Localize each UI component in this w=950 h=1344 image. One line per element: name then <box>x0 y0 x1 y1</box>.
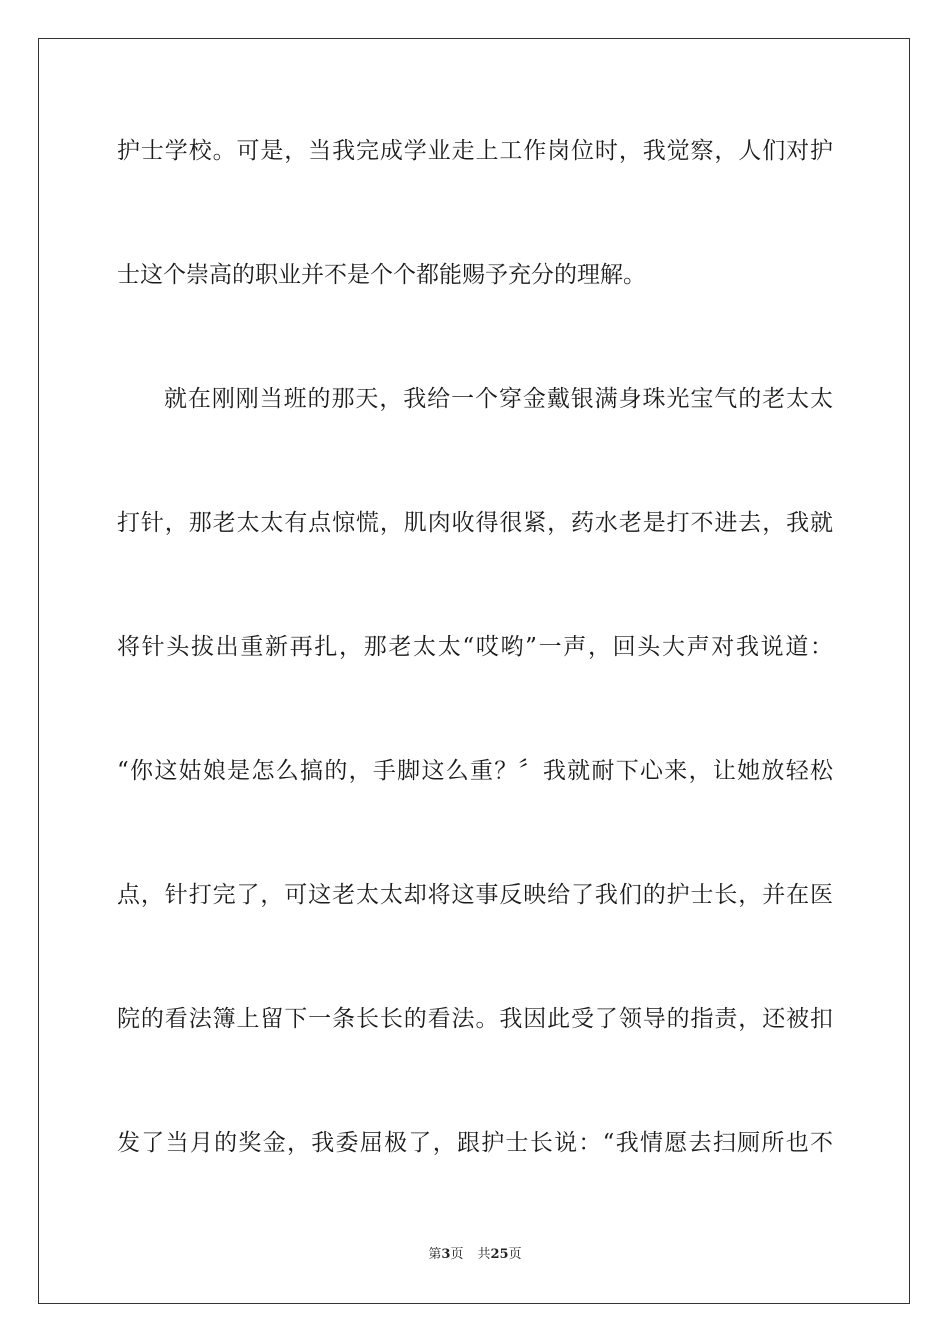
text-line-6: “你这姑娘是怎么搞的，手脚这么重？〞我就耐下心来，让她放轻松 <box>117 758 833 784</box>
total-suffix: 页 <box>508 1247 522 1262</box>
page-number: 3 <box>441 1247 451 1262</box>
total-pages: 25 <box>490 1247 509 1262</box>
page-prefix: 第 <box>428 1247 442 1262</box>
text-line-5: 将针头拔出重新再扎，那老太太“哎哟”一声，回头大声对我说道： <box>117 634 833 660</box>
text-line-4: 打针，那老太太有点惊慌，肌肉收得很紧，药水老是打不进去，我就 <box>117 510 833 536</box>
total-prefix: 共 <box>477 1247 491 1262</box>
text-line-7: 点，针打完了，可这老太太却将这事反映给了我们的护士长，并在医 <box>117 882 833 908</box>
text-line-9: 发了当月的奖金，我委屈极了，跟护士长说：“我情愿去扫厕所也不 <box>117 1130 833 1156</box>
text-line-8: 院的看法簿上留下一条长长的看法。我因此受了领导的指责，还被扣 <box>117 1006 833 1032</box>
text-line-1: 护士学校。可是，当我完成学业走上工作岗位时，我觉察，人们对护 <box>117 138 833 164</box>
page-border <box>38 38 910 1304</box>
page-suffix: 页 <box>450 1247 464 1262</box>
page-footer <box>0 1247 950 1263</box>
text-line-3: 就在刚刚当班的那天，我给一个穿金戴银满身珠光宝气的老太太 <box>164 386 833 412</box>
text-line-2: 士这个崇高的职业并不是个个都能赐予充分的理解。 <box>117 262 646 288</box>
